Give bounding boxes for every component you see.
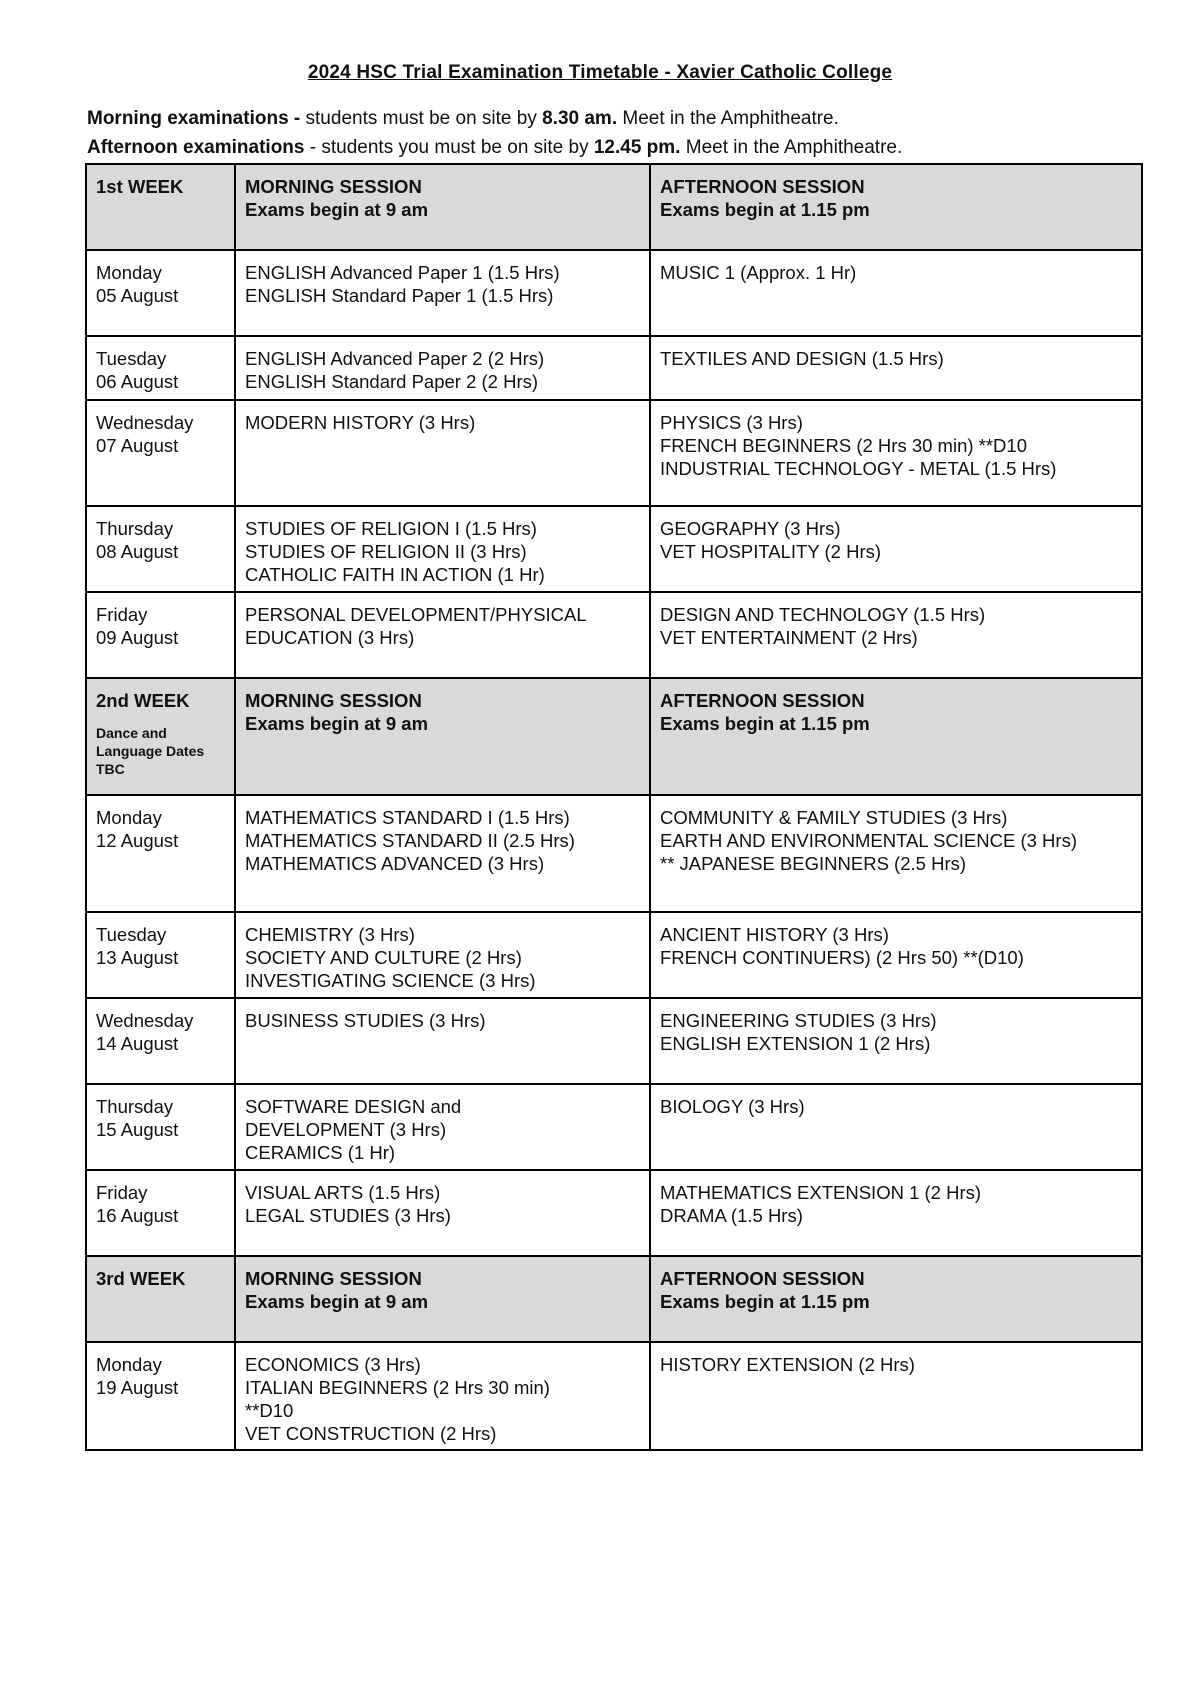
afternoon-exam: INDUSTRIAL TECHNOLOGY - METAL (1.5 Hrs) <box>660 458 1057 479</box>
day-date: 16 August <box>96 1205 179 1226</box>
afternoon-exam: ENGINEERING STUDIES (3 Hrs) <box>660 1010 937 1031</box>
afternoon-exam: VET HOSPITALITY (2 Hrs) <box>660 541 882 562</box>
day-row <box>86 592 1142 678</box>
week-label: 2nd WEEK <box>96 690 190 711</box>
afternoon-session-header <box>650 678 1142 795</box>
day-cell <box>86 795 235 912</box>
day-name: Monday <box>96 807 162 828</box>
page-title: 2024 HSC Trial Examination Timetable - Xavier Catholic College <box>307 62 893 83</box>
morning-exams-cell <box>235 592 650 678</box>
day-name: Monday <box>96 1354 162 1375</box>
day-row <box>86 1084 1142 1170</box>
afternoon-exam: ANCIENT HISTORY (3 Hrs) <box>660 924 889 945</box>
afternoon-exam: DESIGN AND TECHNOLOGY (1.5 Hrs) <box>660 604 986 625</box>
day-cell <box>86 1342 235 1450</box>
day-cell <box>86 592 235 678</box>
morning-exam: CATHOLIC FAITH IN ACTION (1 Hr) <box>245 564 545 585</box>
afternoon-session-header <box>650 164 1142 250</box>
afternoon-exams-cell <box>650 592 1142 678</box>
morning-session-time: Exams begin at 9 am <box>245 1291 429 1312</box>
afternoon-exams-cell <box>650 1084 1142 1170</box>
day-row <box>86 1342 1142 1450</box>
morning-exam: MODERN HISTORY (3 Hrs) <box>245 412 476 433</box>
morning-exam: EDUCATION (3 Hrs) <box>245 627 415 648</box>
day-date: 13 August <box>96 947 179 968</box>
day-cell <box>86 1084 235 1170</box>
day-name: Wednesday <box>96 1010 194 1031</box>
morning-exam: ENGLISH Standard Paper 1 (1.5 Hrs) <box>245 285 554 306</box>
afternoon-text-b: Meet in the Amphitheatre. <box>680 137 903 158</box>
morning-session-header <box>235 678 650 795</box>
morning-exam: STUDIES OF RELIGION II (3 Hrs) <box>245 541 527 562</box>
morning-text-b: Meet in the Amphitheatre. <box>617 108 839 129</box>
day-row <box>86 795 1142 912</box>
morning-time: 8.30 am. <box>542 108 618 129</box>
day-date: 09 August <box>96 627 179 648</box>
afternoon-instructions <box>87 136 902 160</box>
day-date: 15 August <box>96 1119 179 1140</box>
afternoon-session-header <box>650 1256 1142 1342</box>
afternoon-exams-cell <box>650 336 1142 400</box>
week-header-row <box>86 1256 1142 1342</box>
week-label: 1st WEEK <box>96 176 184 197</box>
morning-session-title: MORNING SESSION <box>245 176 422 197</box>
morning-label: Morning examinations - <box>87 108 301 129</box>
week-label-cell <box>86 1256 235 1342</box>
day-name: Friday <box>96 604 148 625</box>
afternoon-exams-cell <box>650 1170 1142 1256</box>
morning-exam: STUDIES OF RELIGION I (1.5 Hrs) <box>245 518 537 539</box>
morning-exam: PERSONAL DEVELOPMENT/PHYSICAL <box>245 604 587 625</box>
afternoon-session-title: AFTERNOON SESSION <box>660 176 865 197</box>
day-cell <box>86 506 235 592</box>
morning-exam: ENGLISH Advanced Paper 2 (2 Hrs) <box>245 348 545 369</box>
morning-exams-cell <box>235 506 650 592</box>
afternoon-label: Afternoon examinations <box>87 137 305 158</box>
morning-exam: MATHEMATICS STANDARD II (2.5 Hrs) <box>245 830 575 851</box>
day-cell <box>86 1170 235 1256</box>
afternoon-exam: MATHEMATICS EXTENSION 1 (2 Hrs) <box>660 1182 982 1203</box>
morning-exams-cell <box>235 336 650 400</box>
afternoon-exam: HISTORY EXTENSION (2 Hrs) <box>660 1354 915 1375</box>
morning-exam: SOFTWARE DESIGN and <box>245 1096 462 1117</box>
morning-exam: LEGAL STUDIES (3 Hrs) <box>245 1205 451 1226</box>
morning-session-time: Exams begin at 9 am <box>245 713 429 734</box>
morning-instructions <box>87 107 839 131</box>
morning-exams-cell <box>235 1170 650 1256</box>
week-label-cell <box>86 164 235 250</box>
day-name: Monday <box>96 262 162 283</box>
morning-exams-cell <box>235 912 650 998</box>
morning-exam: DEVELOPMENT (3 Hrs) <box>245 1119 447 1140</box>
afternoon-exam: FRENCH BEGINNERS (2 Hrs 30 min) **D10 <box>660 435 1027 456</box>
day-name: Thursday <box>96 1096 174 1117</box>
day-row <box>86 250 1142 336</box>
afternoon-exam: COMMUNITY & FAMILY STUDIES (3 Hrs) <box>660 807 1008 828</box>
day-date: 06 August <box>96 371 179 392</box>
week-header-row <box>86 678 1142 795</box>
morning-exam: CHEMISTRY (3 Hrs) <box>245 924 415 945</box>
week-label: 3rd WEEK <box>96 1268 186 1289</box>
afternoon-session-time: Exams begin at 1.15 pm <box>660 1291 870 1312</box>
day-row <box>86 506 1142 592</box>
morning-exams-cell <box>235 400 650 506</box>
day-date: 12 August <box>96 830 179 851</box>
day-date: 07 August <box>96 435 179 456</box>
afternoon-exams-cell <box>650 912 1142 998</box>
afternoon-exam: MUSIC 1 (Approx. 1 Hr) <box>660 262 857 283</box>
morning-exam: ITALIAN BEGINNERS (2 Hrs 30 min) <box>245 1377 550 1398</box>
morning-session-title: MORNING SESSION <box>245 690 422 711</box>
day-date: 14 August <box>96 1033 179 1054</box>
day-name: Tuesday <box>96 924 167 945</box>
morning-exams-cell <box>235 250 650 336</box>
afternoon-exam: ** JAPANESE BEGINNERS (2.5 Hrs) <box>660 853 967 874</box>
day-name: Friday <box>96 1182 148 1203</box>
day-row <box>86 912 1142 998</box>
afternoon-exams-cell <box>650 506 1142 592</box>
morning-exam: BUSINESS STUDIES (3 Hrs) <box>245 1010 486 1031</box>
day-cell <box>86 998 235 1084</box>
morning-exams-cell <box>235 795 650 912</box>
afternoon-exam: FRENCH CONTINUERS) (2 Hrs 50) **(D10) <box>660 947 1024 968</box>
morning-exams-cell <box>235 998 650 1084</box>
morning-exam: ECONOMICS (3 Hrs) <box>245 1354 421 1375</box>
day-row <box>86 998 1142 1084</box>
morning-session-header <box>235 1256 650 1342</box>
morning-exam: **D10 <box>245 1400 294 1421</box>
day-row <box>86 336 1142 400</box>
morning-exam: MATHEMATICS STANDARD I (1.5 Hrs) <box>245 807 570 828</box>
day-row <box>86 400 1142 506</box>
morning-exam: SOCIETY AND CULTURE (2 Hrs) <box>245 947 522 968</box>
afternoon-exams-cell <box>650 795 1142 912</box>
day-name: Wednesday <box>96 412 194 433</box>
morning-session-title: MORNING SESSION <box>245 1268 422 1289</box>
morning-text-a: students must be on site by <box>300 108 543 129</box>
morning-exams-cell <box>235 1084 650 1170</box>
afternoon-exam: GEOGRAPHY (3 Hrs) <box>660 518 841 539</box>
day-row <box>86 1170 1142 1256</box>
afternoon-session-time: Exams begin at 1.15 pm <box>660 199 870 220</box>
week-note: Dance and Language Dates TBC <box>96 725 205 777</box>
afternoon-text-a: - students you must be on site by <box>304 137 594 158</box>
week-label-cell <box>86 678 235 795</box>
afternoon-exam: DRAMA (1.5 Hrs) <box>660 1205 803 1226</box>
afternoon-session-title: AFTERNOON SESSION <box>660 690 865 711</box>
morning-session-header <box>235 164 650 250</box>
day-name: Thursday <box>96 518 174 539</box>
afternoon-exam: VET ENTERTAINMENT (2 Hrs) <box>660 627 918 648</box>
week-header-row <box>86 164 1142 250</box>
morning-exam: ENGLISH Advanced Paper 1 (1.5 Hrs) <box>245 262 560 283</box>
day-cell <box>86 912 235 998</box>
afternoon-exams-cell <box>650 400 1142 506</box>
afternoon-time: 12.45 pm. <box>593 137 681 158</box>
day-cell <box>86 250 235 336</box>
afternoon-exam: TEXTILES AND DESIGN (1.5 Hrs) <box>660 348 944 369</box>
timetable-body <box>86 164 1142 1450</box>
day-date: 05 August <box>96 285 179 306</box>
day-date: 19 August <box>96 1377 179 1398</box>
afternoon-exams-cell <box>650 998 1142 1084</box>
morning-exam: INVESTIGATING SCIENCE (3 Hrs) <box>245 970 536 991</box>
morning-exam: MATHEMATICS ADVANCED (3 Hrs) <box>245 853 545 874</box>
exam-timetable <box>85 163 1143 1451</box>
afternoon-exams-cell <box>650 250 1142 336</box>
day-date: 08 August <box>96 541 179 562</box>
morning-session-time: Exams begin at 9 am <box>245 199 429 220</box>
afternoon-exams-cell <box>650 1342 1142 1450</box>
morning-exam: VISUAL ARTS (1.5 Hrs) <box>245 1182 441 1203</box>
morning-exam: ENGLISH Standard Paper 2 (2 Hrs) <box>245 371 539 392</box>
afternoon-exam: ENGLISH EXTENSION 1 (2 Hrs) <box>660 1033 931 1054</box>
morning-exam: VET CONSTRUCTION (2 Hrs) <box>245 1423 497 1444</box>
afternoon-exam: EARTH AND ENVIRONMENTAL SCIENCE (3 Hrs) <box>660 830 1077 851</box>
afternoon-session-time: Exams begin at 1.15 pm <box>660 713 870 734</box>
afternoon-session-title: AFTERNOON SESSION <box>660 1268 865 1289</box>
afternoon-exam: BIOLOGY (3 Hrs) <box>660 1096 805 1117</box>
morning-exams-cell <box>235 1342 650 1450</box>
day-name: Tuesday <box>96 348 167 369</box>
day-cell <box>86 336 235 400</box>
afternoon-exam: PHYSICS (3 Hrs) <box>660 412 803 433</box>
day-cell <box>86 400 235 506</box>
morning-exam: CERAMICS (1 Hr) <box>245 1142 396 1163</box>
